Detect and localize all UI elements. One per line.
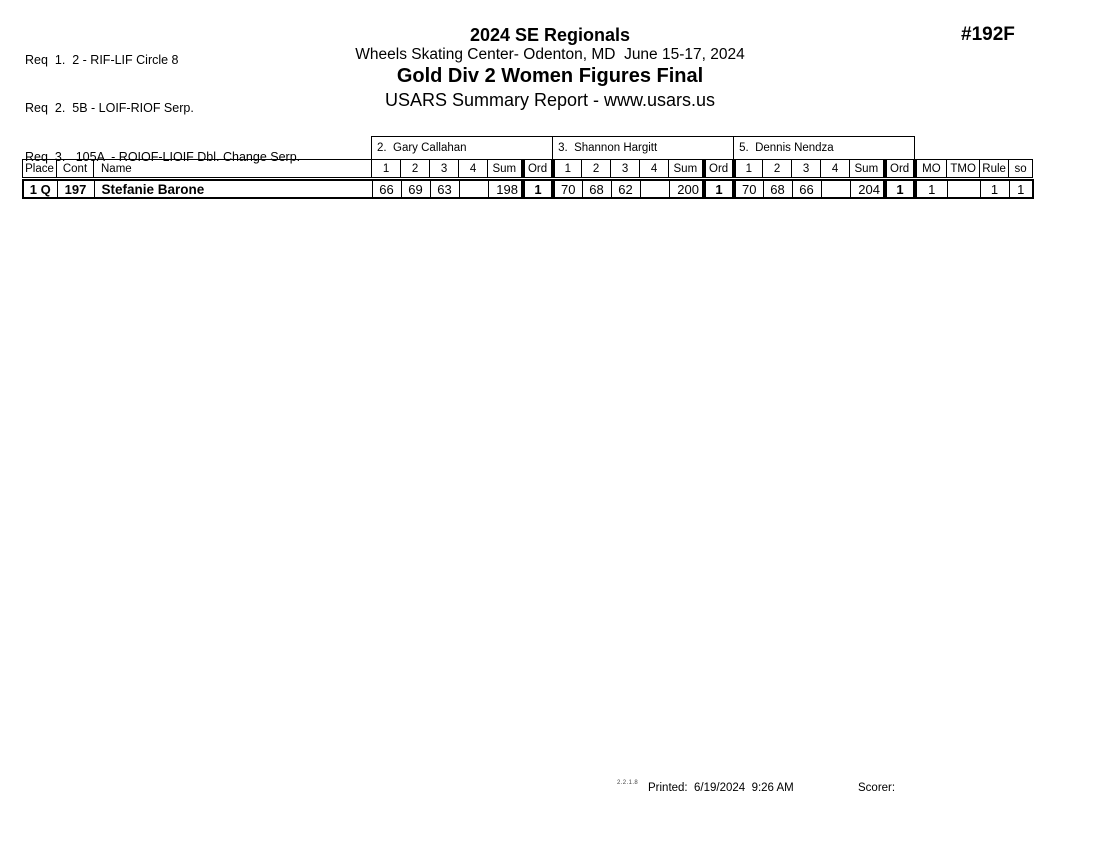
spacer-cell (23, 137, 372, 160)
header-j3-sum: Sum (850, 160, 885, 178)
header-j2-score2: 2 (582, 160, 611, 178)
header-name: Name (94, 160, 372, 178)
scorer-label: Scorer: (858, 782, 896, 794)
j3-sum-cell: 204 (850, 180, 885, 198)
header-j3-score1: 1 (734, 160, 763, 178)
j2-score2-cell: 68 (582, 180, 611, 198)
header-j1-score2: 2 (401, 160, 430, 178)
header-j1-score4: 4 (459, 160, 488, 178)
rule-cell: 1 (980, 180, 1009, 198)
header-j1-score3: 3 (430, 160, 459, 178)
header-place: Place (23, 160, 57, 178)
header-so: so (1009, 160, 1033, 178)
header-j2-ord: Ord (704, 160, 734, 178)
contestant-number-cell: 197 (57, 180, 94, 198)
printed-timestamp: Printed: 6/19/2024 9:26 AM (648, 782, 794, 794)
j2-sum-cell: 200 (669, 180, 704, 198)
requirement-line-2: Req 2. 5B - LOIF-RIOF Serp. (25, 101, 194, 116)
header-j2-score4: 4 (640, 160, 669, 178)
judge-2-name: 3. Shannon Hargitt (553, 137, 734, 160)
j3-score4-cell (821, 180, 850, 198)
j2-score3-cell: 62 (611, 180, 640, 198)
j3-score3-cell: 66 (792, 180, 821, 198)
column-headers-row (23, 160, 1033, 178)
header-j3-score4: 4 (821, 160, 850, 178)
results-header (22, 136, 1033, 178)
event-title: 2024 SE Regionals (469, 25, 631, 45)
judge-names-row (23, 137, 1033, 160)
judge-1-name: 2. Gary Callahan (372, 137, 553, 160)
j3-score1-cell: 70 (734, 180, 763, 198)
j1-score1-cell: 66 (372, 180, 401, 198)
header-j2-score3: 3 (611, 160, 640, 178)
header-mo: MO (915, 160, 947, 178)
results-table (22, 136, 1034, 199)
software-version: 2.2.1.8 (617, 780, 639, 786)
j1-ord-cell: 1 (523, 180, 553, 198)
judge-3-name: 5. Dennis Nendza (734, 137, 915, 160)
venue-date-line: Wheels Skating Center- Odenton, MD June 15-17, 2024 (355, 46, 745, 63)
j2-score1-cell: 70 (553, 180, 582, 198)
header-j1-score1: 1 (372, 160, 401, 178)
event-number: #192F (961, 24, 1015, 45)
header-j3-score2: 2 (763, 160, 792, 178)
so-cell: 1 (1009, 180, 1033, 198)
header-j1-sum: Sum (488, 160, 523, 178)
header-j2-score1: 1 (553, 160, 582, 178)
j3-ord-cell: 1 (885, 180, 915, 198)
header-tmo: TMO (947, 160, 980, 178)
j1-score2-cell: 69 (401, 180, 430, 198)
table-row (23, 180, 1033, 198)
spacer-cell (915, 137, 1033, 160)
j1-sum-cell: 198 (488, 180, 523, 198)
j2-score4-cell (640, 180, 669, 198)
header-cont: Cont (57, 160, 94, 178)
skater-name-cell: Stefanie Barone (94, 180, 372, 198)
header-j2-sum: Sum (669, 160, 704, 178)
results-data (22, 179, 1034, 199)
j1-score4-cell (459, 180, 488, 198)
division-title: Gold Div 2 Women Figures Final (396, 65, 704, 87)
place-cell: 1 Q (23, 180, 57, 198)
j1-score3-cell: 63 (430, 180, 459, 198)
header-j1-ord: Ord (523, 160, 553, 178)
requirement-line-3: Req 3. 105A - ROIOF-LIOIF Dbl. Change Serp. (25, 150, 301, 165)
report-type-line: USARS Summary Report - www.usars.us (384, 90, 716, 110)
header-rule: Rule (980, 160, 1009, 178)
j2-ord-cell: 1 (704, 180, 734, 198)
header-j3-score3: 3 (792, 160, 821, 178)
requirement-line-1: Req 1. 2 - RIF-LIF Circle 8 (25, 52, 179, 67)
mo-cell: 1 (915, 180, 947, 198)
header-j3-ord: Ord (885, 160, 915, 178)
tmo-cell (947, 180, 980, 198)
j3-score2-cell: 68 (763, 180, 792, 198)
